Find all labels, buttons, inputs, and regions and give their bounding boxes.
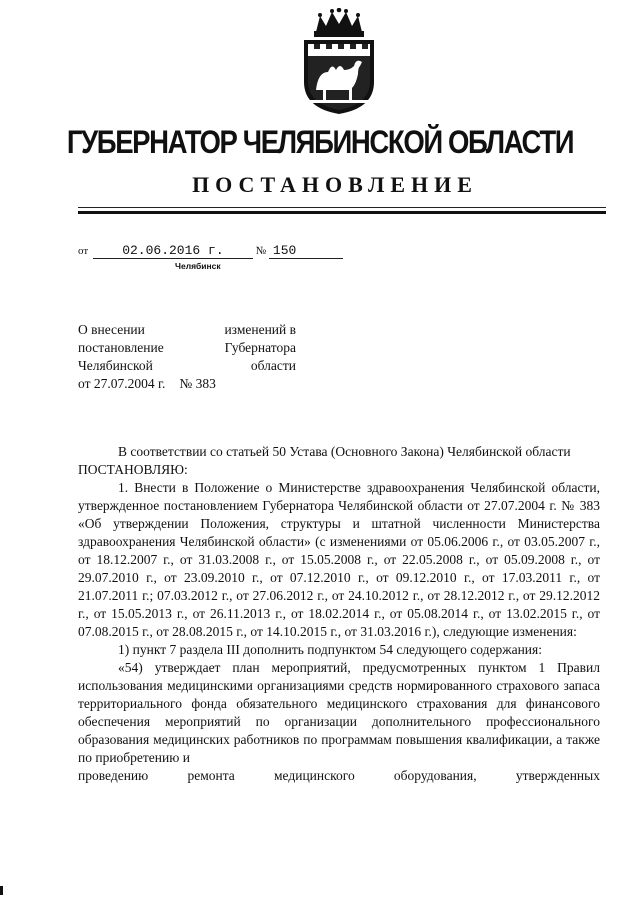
subject-text: постановление [78, 340, 164, 355]
coat-of-arms-icon [296, 8, 382, 116]
subject-line [78, 357, 296, 375]
header-divider-thin [78, 207, 606, 208]
document-date: 02.06.2016 г. [93, 244, 253, 259]
subject-line [78, 321, 296, 339]
subject-block [78, 321, 296, 393]
city-name: Челябинск [175, 261, 221, 271]
subject-text: от 27.07.2004 г. [78, 376, 166, 391]
date-label: от [78, 245, 89, 257]
word: медицинского [274, 768, 355, 783]
subject-line [78, 375, 296, 393]
word: проведению [78, 768, 149, 783]
word: оборудования, [393, 768, 477, 783]
subject-text: Губернатора [224, 340, 296, 355]
document-number: 150 [269, 244, 343, 259]
resolve-heading: ПОСТАНОВЛЯЮ: [78, 462, 188, 477]
subject-text: изменений в [224, 322, 296, 337]
word: утвержденных [515, 768, 600, 783]
scan-edge-mark [0, 886, 3, 895]
subitem-1-paragraph: 1) пункт 7 раздела III дополнить подпунктом 54 следующего содержания: [118, 642, 542, 657]
date-number-row [78, 244, 343, 262]
subject-text: О внесении [78, 322, 145, 337]
number-label: № [255, 245, 267, 257]
document-type: ПОСТАНОВЛЕНИЕ [192, 172, 478, 197]
subject-text: Челябинской [78, 358, 153, 373]
item-1-paragraph: 1. Внести в Положение о Министерстве здравоохранения Челябинской области, утвержденное постановлением Губернатора Челябинской области от 27.07.2004 г. № 383 «Об утверждении Положения, структуры и штатной численности Министерства здравоохранения Челябинской области» (с изменениями от 05.06.2006 г., от 03.05.2007 г., от 18.12.2007 г., от 31.03.2008 г., от 15.05.2008 г., от 22.05.2008 г., от 05.09.2008 г., от 29.07.2010 г., от 23.09.2010 г., от 07.12.2010 г., от 09.12.2010 г., от 17.03.2011 г., от 21.07.2011 г.; 07.03.2012 г., от 27.06.2012 г., от 24.10.2012 г., от 28.12.2012 г., от 29.12.2012 г., от 15.05.2013 г., от 26.11.2013 г., от 18.02.2014 г., от 05.08.2014 г., от 13.02.2015 г., от 07.08.2015 г., от 28.08.2015 г., от 14.10.2015 г., от 31.03.2016 г.), следующие изменения: [78, 480, 600, 639]
org-title: ГУБЕРНАТОР ЧЕЛЯБИНСКОЙ ОБЛАСТИ [66, 124, 574, 160]
document-body [78, 443, 600, 785]
preamble-paragraph: В соответствии со статьей 50 Устава (Основного Закона) Челябинской области [118, 444, 571, 459]
word: ремонта [187, 768, 235, 783]
subject-text: № 383 [179, 376, 216, 391]
clause-54-paragraph: «54) утверждает план мероприятий, предусмотренных пунктом 1 Правил использования медицинскими организациями средств нормированного страхового запаса территориального фонда обязательного медицинского страхования для финансового обеспечения мероприятий по организации дополнительного профессионального образования медицинских работников по программам повышения квалификации, а также по приобретению и [78, 660, 600, 765]
continued-line [78, 767, 600, 785]
subject-line [78, 339, 296, 357]
subject-text: области [250, 358, 296, 373]
header-divider-thick [78, 211, 606, 214]
